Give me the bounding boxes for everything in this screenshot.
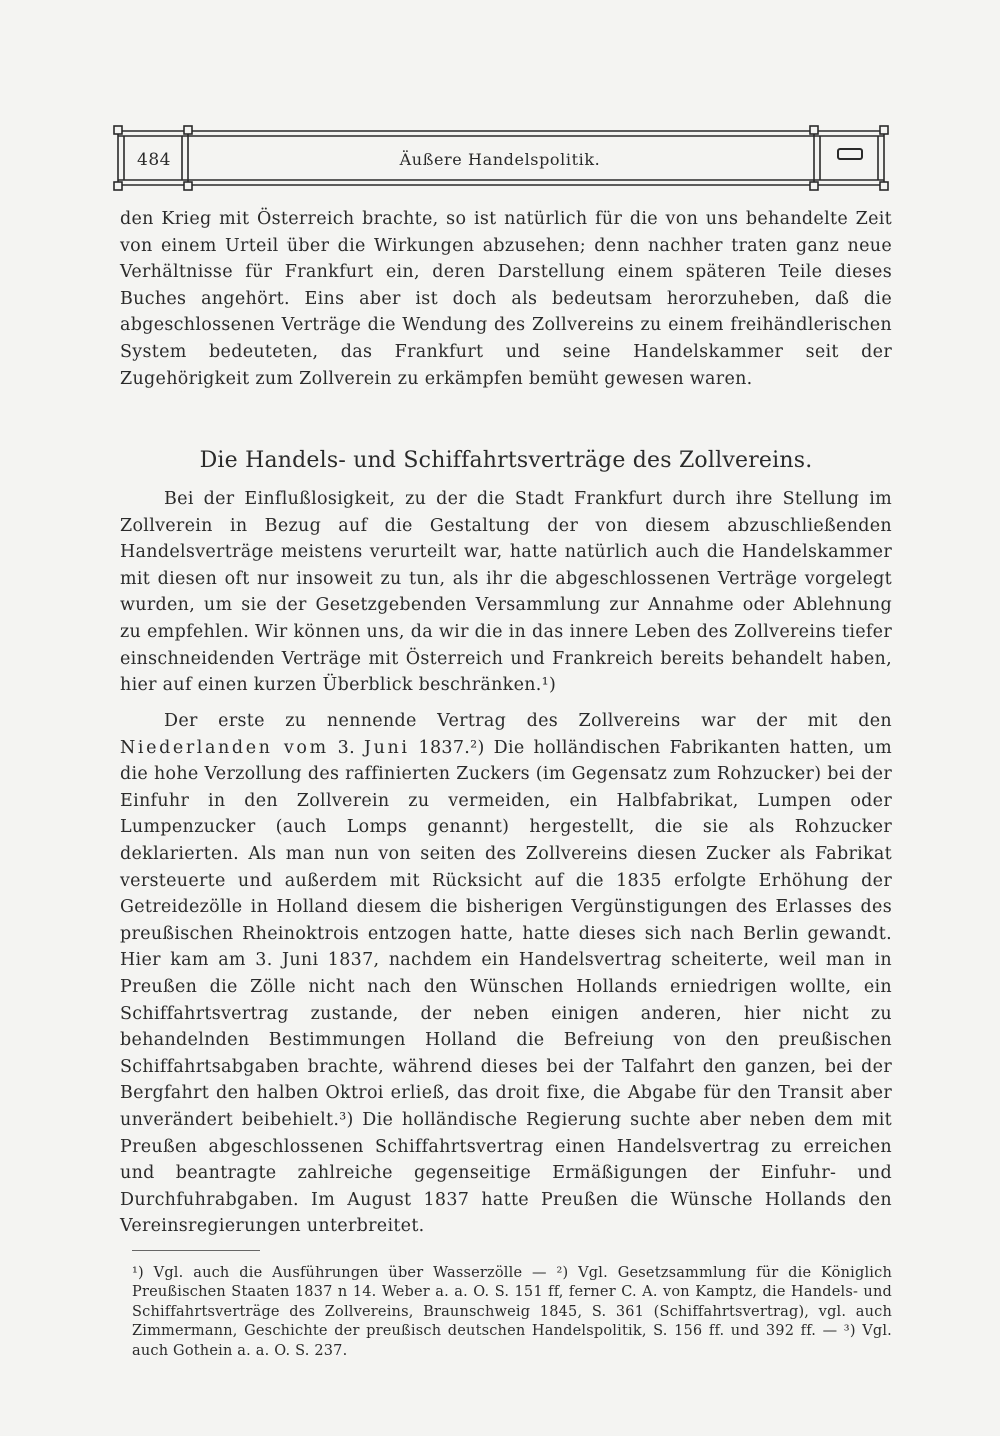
- paragraph-3: [120, 708, 892, 1240]
- paragraph-2: Bei der Einflußlosigkeit, zu der die Stadt Frankfurt durch ihre Stellung im Zollverein in Bezug auf die Gestaltung der von diesem abzuschließenden Handelsverträge meistens verurteilt war, hatte natürlich auch die Handelskammer mit diesen oft nur insoweit zu tun, als ihr die abgeschlossenen Verträge vorgelegt wurden, um sie der Gesetzgebenden Versammlung zur Annahme oder Ablehnung zu empfehlen. Wir können uns, da wir die in das innere Leben des Zollvereins tiefer einschneidenden Verträge mit Österreich und Frankreich bereits behandelt haben, hier auf einen kurzen Überblick beschränken.¹): [120, 489, 892, 696]
- running-title: Äußere Handelspolitik.: [399, 150, 601, 169]
- paragraph-3-date: 3.: [328, 737, 364, 758]
- section-heading: Die Handels- und Schiffahrtsverträge des Zollvereins.: [199, 448, 813, 473]
- footnotes: ¹) Vgl. auch die Ausführungen über Wasserzölle — ²) Vgl. Gesetzsammlung für die Königlich Preußischen Staaten 1837 n 14. Weber a. a. O. S. 151 ff, ferner C. A. von Kamptz, die Handels- und Schiffahrtsverträge des Zollvereins, Braunschweig 1845, S. 361 (Schiffahrtsvertrag), vgl. auch Zimmermann, Geschichte der preußisch deutschen Handelspolitik, S. 156 ff. und 392 ff. — ³) Vgl. auch Gothein a. a. O. S. 237.: [132, 1265, 892, 1359]
- paragraph-3-rest: 1837.²) Die holländischen Fabrikanten hatten, um die hohe Verzollung des raffinierten Zuckers (im Gegensatz zum Rohzucker) bei der Einfuhr in den Zollverein zu vermeiden, ein Halbfabrikat, Lumpen oder Lumpenzucker (auch Lomps genannt) hergestellt, die sie als Rohzucker deklarierten. Als man nun von seiten des Zollvereins diesen Zucker als Fabrikat versteuerte und außerdem mit Rücksicht auf die 1835 erfolgte Erhöhung der Getreidezölle in Holland diesem die bisherigen Vergünstigungen des Erlasses des preußischen Rheinoktrois entzogen hatte, hatte dieses sich nach Berlin gewandt. Hier kam am 3. Juni 1837, nachdem ein Handelsvertrag scheiterte, weil man in Preußen die Zölle nicht nach den Wünschen Hollands erniedrigen wollte, ein Schiffahrtsvertrag zustande, der neben einigen anderen, hier nicht zu behandelnden Bestimmungen Holland die Befreiung von den preußischen Schiffahrtsabgaben brachte, während dieses bei der Talfahrt den ganzen, bei der Bergfahrt den halben Oktroi erließ, das droit fixe, die Abgabe für den Transit aber unverändert beibehielt.³) Die holländische Regierung suchte aber neben dem mit Preußen abgeschlossenen Schiffahrtsvertrag einen Handelsvertrag zu erreichen und beantragte zahlreiche gegenseitige Ermäßigungen der Einfuhr- und Durchfuhrabgaben. Im August 1837 hatte Preußen die Wünsche Hollands den Vereinsregierungen unterbreitet.: [120, 737, 892, 1237]
- paragraph-3-lead: Der erste zu nennende Vertrag des Zollvereins war der mit den: [164, 711, 892, 731]
- footnote-divider: [132, 1250, 260, 1251]
- paragraph-1: den Krieg mit Österreich brachte, so ist natürlich für die von uns behandelte Zeit von einem Urteil über die Wirkungen abzusehen; denn nachher traten ganz neue Verhältnisse für Frankfurt ein, deren Darstellung einem späteren Teile dieses Buches angehört. Eins aber ist doch als bedeutsam herorzuheben, daß die abgeschlossenen Verträge die Wendung des Zollvereins zu einem freihändlerischen System bedeuteten, das Frankfurt und seine Handelskammer seit der Zugehörigkeit zum Zollverein zu erkämpfen bemüht gewesen waren.: [120, 209, 892, 389]
- paragraph-3-spaced-month: Juni: [363, 737, 410, 758]
- paragraph-3-spaced-country: Niederlanden vom: [120, 737, 329, 758]
- page-number: 484: [137, 150, 171, 170]
